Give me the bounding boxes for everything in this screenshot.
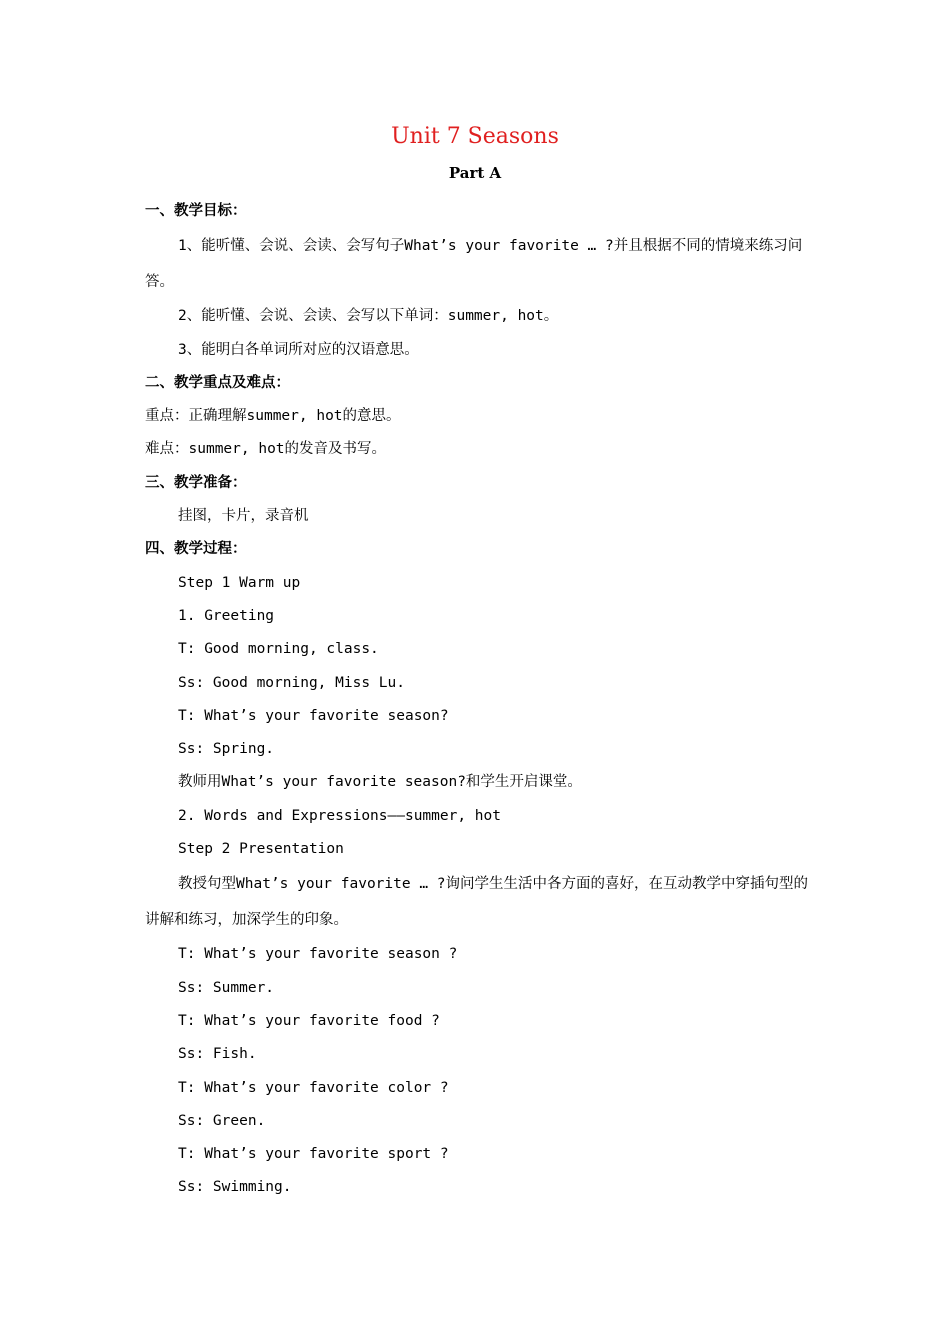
text-line: T: What’s your favorite color ? xyxy=(178,1079,449,1096)
text-line: T: Good morning, class. xyxy=(178,641,379,658)
text-line: 2、能听懂、会说、会读、会写以下单词：summer, hot。 xyxy=(178,308,559,325)
text-line: 重点：正确理解summer, hot的意思。 xyxy=(145,408,401,425)
text-line: Step 1 Warm up xyxy=(178,574,301,591)
text-line: Ss: Summer. xyxy=(178,979,275,996)
section-heading: 三、教学准备： xyxy=(145,474,247,491)
document-subtitle: Part A xyxy=(448,164,502,182)
text-line: T: What’s your favorite food ? xyxy=(178,1012,440,1029)
text-line: 1. Greeting xyxy=(178,607,275,624)
text-line: 难点：summer, hot的发音及书写。 xyxy=(145,441,387,458)
section-heading: 四、教学过程： xyxy=(145,541,247,558)
text-line: 3、能明白各单词所对应的汉语意思。 xyxy=(178,341,419,358)
text-line: 2. Words and Expressions——summer, hot xyxy=(178,807,502,824)
text-line: Ss: Good morning, Miss Lu. xyxy=(178,674,405,691)
text-line: Step 2 Presentation xyxy=(178,841,344,858)
text-line: 1、能听懂、会说、会读、会写句子What’s your favorite … ?并且根据不同的情境来练习问答。 xyxy=(145,238,803,291)
document-body xyxy=(145,195,810,1205)
text-line: 教师用What’s your favorite season?和学生开启课堂。 xyxy=(178,774,582,791)
text-line: Ss: Swimming. xyxy=(178,1179,292,1196)
text-line: T: What’s your favorite season? xyxy=(178,707,449,724)
text-line: Ss: Fish. xyxy=(178,1046,257,1063)
section-heading: 一、教学目标： xyxy=(145,203,247,219)
text-line: T: What’s your favorite season ? xyxy=(178,946,458,963)
text-line: 教授句型What’s your favorite … ?询问学生生活中各方面的喜好，在互动教学中穿插句型的讲解和练习，加深学生的印象。 xyxy=(145,876,809,929)
section-heading: 二、教学重点及难点： xyxy=(145,374,290,391)
text-line: Ss: Spring. xyxy=(178,741,275,758)
text-line: T: What’s your favorite sport ? xyxy=(178,1146,449,1163)
document-title: Unit 7 Seasons xyxy=(391,124,559,149)
text-line: Ss: Green. xyxy=(178,1112,266,1129)
text-line: 挂图，卡片，录音机 xyxy=(178,508,309,525)
